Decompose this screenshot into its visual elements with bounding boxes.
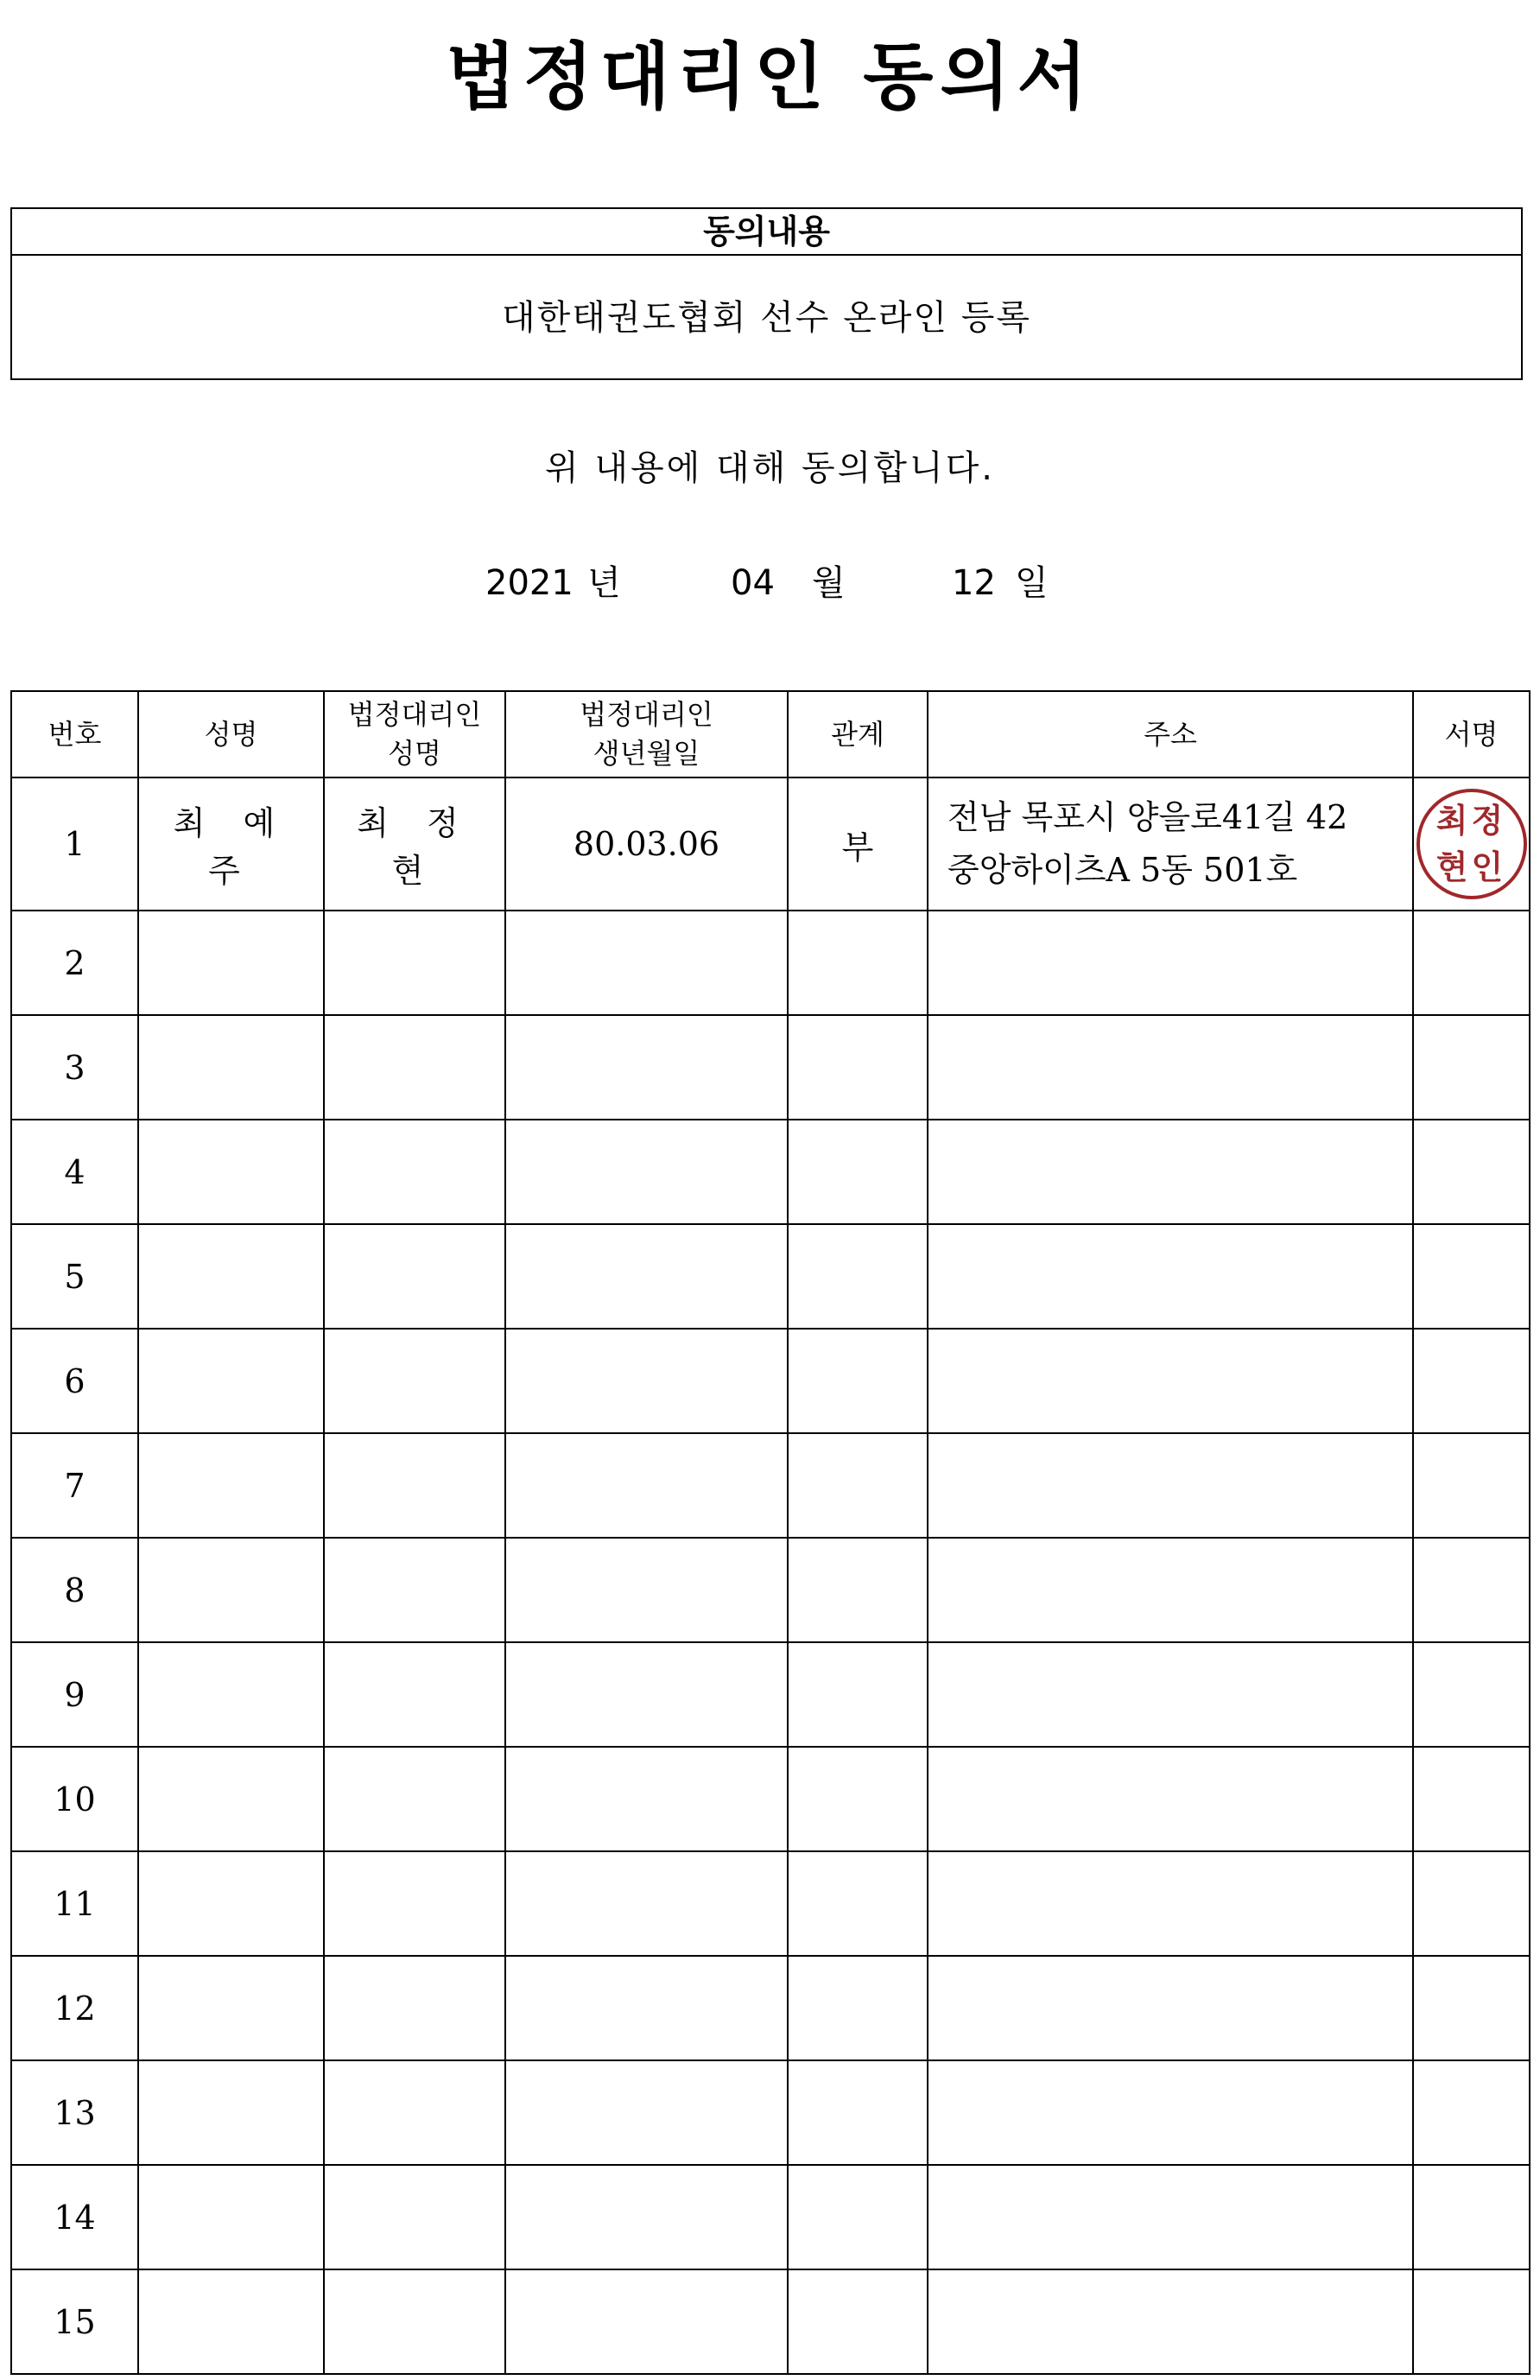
row-address [928,1956,1413,2060]
row-signature [1413,2165,1530,2269]
row-no: 4 [11,1120,138,1224]
header-guardian-name-line1: 법정대리인 [347,698,482,732]
date-day: 12 [952,563,996,603]
row-guardian-name [324,1329,505,1433]
row-guardian-name [324,1538,505,1642]
row-address [928,1329,1413,1433]
row-guardian-birth [505,2165,788,2269]
row-guardian-name [324,2269,505,2374]
row-name [138,2165,324,2269]
row-no: 5 [11,1224,138,1329]
row-signature [1413,2060,1530,2165]
table-row [11,2060,1530,2165]
page-title: 법정대리인 동의서 [446,35,1094,119]
header-signature: 서명 [1413,691,1530,777]
row-signature [1413,1851,1530,1956]
row-address [928,2165,1413,2269]
table-row [11,1433,1530,1538]
row-guardian-birth [505,1747,788,1851]
row-no: 11 [11,1851,138,1956]
row-signature [1413,1433,1530,1538]
row-guardian-name [324,1120,505,1224]
agreement-text: 위 내용에 대해 동의합니다. [545,448,995,488]
row-address [928,1747,1413,1851]
table-row [11,1329,1530,1433]
row-no: 1 [11,777,138,911]
row-address [928,911,1413,1015]
header-address: 주소 [928,691,1413,777]
registration-table [10,690,1530,2375]
row-name [138,1224,324,1329]
row-name [138,1747,324,1851]
row-no: 7 [11,1433,138,1538]
header-guardian-birth-line1: 법정대리인 [580,698,713,732]
table-row [11,1015,1530,1120]
row-relation [788,1015,928,1120]
row-name [138,2060,324,2165]
row-no: 6 [11,1329,138,1433]
row-address [928,1851,1413,1956]
row-relation: 부 [788,777,928,911]
row-guardian-name [324,1747,505,1851]
consent-header: 동의내용 [12,209,1521,256]
header-guardian-birth [505,691,788,777]
row-signature [1413,1015,1530,1120]
consent-box [10,207,1523,380]
row-signature [1413,2269,1530,2374]
row-relation [788,1433,928,1538]
row-relation [788,911,928,1015]
row-guardian-birth [505,911,788,1015]
row-no: 8 [11,1538,138,1642]
row-relation [788,1851,928,1956]
row-no: 10 [11,1747,138,1851]
row-relation [788,1747,928,1851]
row-relation [788,1329,928,1433]
row-signature [1413,777,1530,911]
row-address [928,1120,1413,1224]
date-year-unit: 년 [587,563,621,603]
row-guardian-birth: 80.03.06 [505,777,788,911]
row-relation [788,1956,928,2060]
row-relation [788,2269,928,2374]
row-address [928,1224,1413,1329]
date-year: 2021 [485,563,574,603]
date-month: 04 [731,563,775,603]
row-guardian-birth [505,1224,788,1329]
table-row [11,1747,1530,1851]
row-name [138,1538,324,1642]
row-guardian-birth [505,1015,788,1120]
table-row [11,911,1530,1015]
row-guardian-name [324,2165,505,2269]
table-row [11,1538,1530,1642]
table-row [11,1224,1530,1329]
row-name [138,1015,324,1120]
row-name [138,1433,324,1538]
row-guardian-birth [505,2060,788,2165]
row-name [138,1329,324,1433]
row-signature [1413,1329,1530,1433]
row-address-line2: 중앙하이츠A 5동 501호 [947,851,1298,889]
row-address [928,1015,1413,1120]
table-row [11,1956,1530,2060]
consent-content: 대한태권도협회 선수 온라인 등록 [501,298,1032,338]
table-row [11,2269,1530,2374]
row-address [928,1433,1413,1538]
row-guardian-name [324,1956,505,2060]
row-no: 2 [11,911,138,1015]
row-guardian-name: 최 정 현 [324,777,505,911]
row-no: 9 [11,1642,138,1747]
header-relation: 관계 [788,691,928,777]
row-relation [788,1538,928,1642]
row-guardian-birth [505,1329,788,1433]
seal-line2: 현인 [1435,847,1507,886]
row-guardian-birth [505,1851,788,1956]
row-guardian-name [324,1433,505,1538]
table-row [11,2165,1530,2269]
row-guardian-birth [505,1956,788,2060]
row-name: 최 예 주 [138,777,324,911]
row-no: 3 [11,1015,138,1120]
row-signature [1413,1642,1530,1747]
row-address [928,1642,1413,1747]
table-header-row [11,691,1530,777]
row-signature [1413,1538,1530,1642]
row-no: 13 [11,2060,138,2165]
row-signature [1413,1224,1530,1329]
row-guardian-birth [505,1538,788,1642]
table-row [11,777,1530,911]
seal-line1: 최정 [1435,801,1507,840]
row-no: 14 [11,2165,138,2269]
row-guardian-name [324,1015,505,1120]
row-guardian-name [324,911,505,1015]
row-signature [1413,911,1530,1015]
row-address-line1: 전남 목포시 양을로41길 42 [947,798,1348,837]
row-guardian-birth [505,2269,788,2374]
row-name [138,1642,324,1747]
header-guardian-birth-line2: 생년월일 [593,737,700,770]
row-signature [1413,1120,1530,1224]
row-guardian-name [324,1642,505,1747]
row-name [138,1851,324,1956]
row-guardian-birth [505,1642,788,1747]
row-name [138,2269,324,2374]
row-address [928,2060,1413,2165]
row-signature [1413,1747,1530,1851]
row-relation [788,2165,928,2269]
row-guardian-name [324,1224,505,1329]
table-row [11,1120,1530,1224]
header-guardian-name [324,691,505,777]
row-address [928,2269,1413,2374]
table-row [11,1851,1530,1956]
date-month-unit: 월 [812,563,846,603]
header-guardian-name-line2: 성명 [388,737,441,770]
row-guardian-birth [505,1120,788,1224]
row-name [138,1120,324,1224]
date-day-unit: 일 [1015,563,1049,603]
row-name [138,911,324,1015]
row-relation [788,1224,928,1329]
row-guardian-birth [505,1433,788,1538]
row-guardian-name [324,2060,505,2165]
row-signature [1413,1956,1530,2060]
row-relation [788,2060,928,2165]
row-address [928,777,1413,911]
header-name: 성명 [138,691,324,777]
table-row [11,1642,1530,1747]
row-no: 12 [11,1956,138,2060]
row-relation [788,1642,928,1747]
row-name [138,1956,324,2060]
seal-stamp [1416,789,1527,899]
row-address [928,1538,1413,1642]
row-guardian-name [324,1851,505,1956]
header-no: 번호 [11,691,138,777]
row-relation [788,1120,928,1224]
row-no: 15 [11,2269,138,2374]
